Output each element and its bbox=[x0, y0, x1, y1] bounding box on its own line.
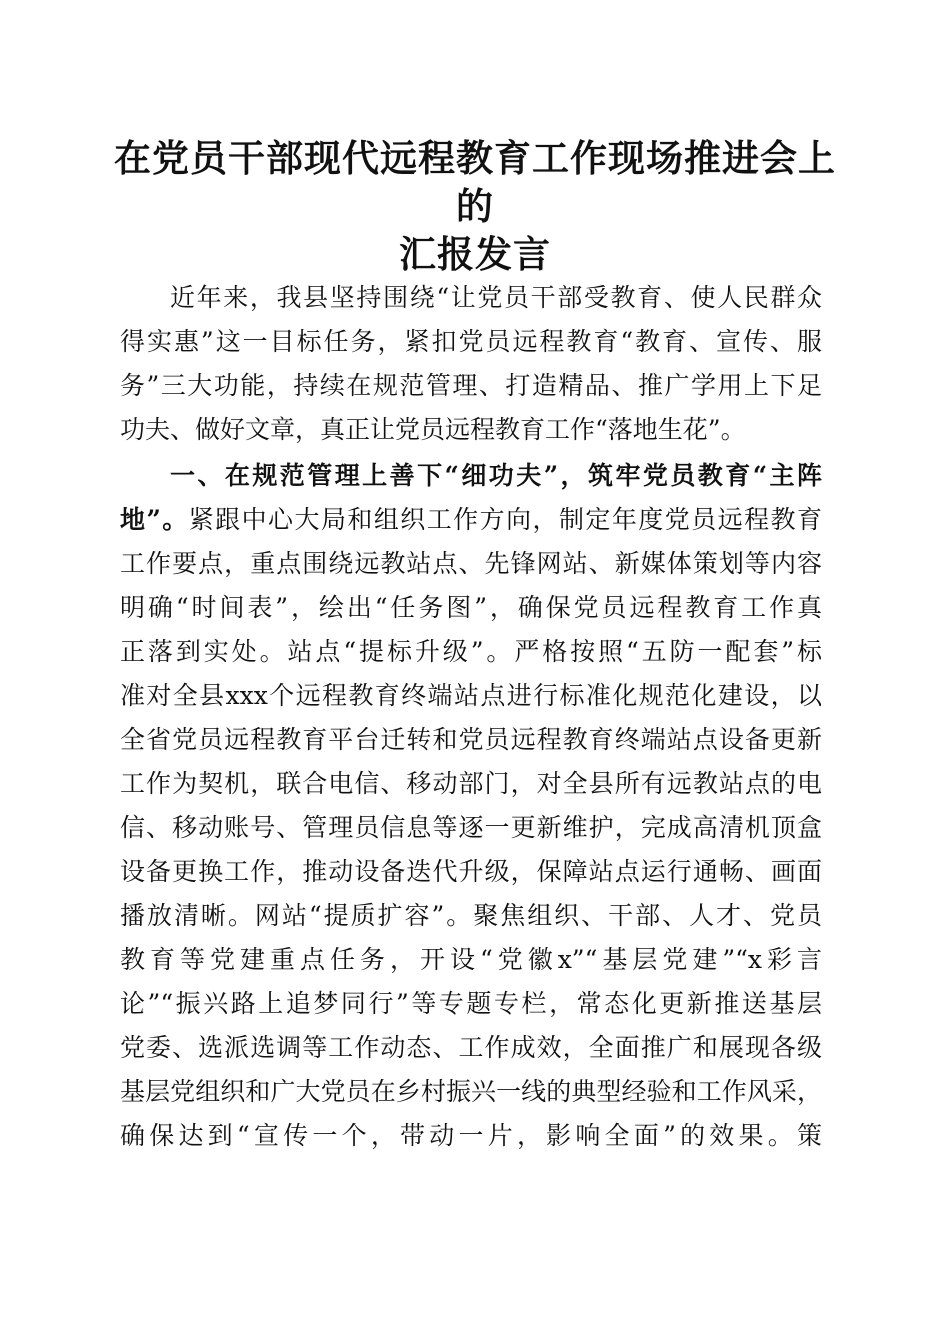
document-title bbox=[110, 134, 840, 278]
text-line: 论”“振兴路上追梦同行”等专题专栏，常态化更新推送基层 bbox=[120, 989, 822, 1018]
text-line: 党委、选派选调等工作动态、工作成效，全面推广和展现各级 bbox=[120, 1033, 822, 1062]
text-line: 设备更换工作，推动设备迭代升级，保障站点运行通畅、画面 bbox=[120, 857, 822, 886]
title-line-1: 在党员干部现代远程教育工作现场推进会上的 bbox=[114, 136, 836, 228]
section-heading-end: 地”。 bbox=[120, 505, 189, 534]
text-line: 基层党组织和广大党员在乡村振兴一线的典型经验和工作风采， bbox=[120, 1077, 822, 1106]
text-line: 近年来，我县坚持围绕“让党员干部受教育、使人民群众 bbox=[170, 283, 822, 312]
text-line: 全省党员远程教育平台迁转和党员远程教育终端站点设备更新 bbox=[120, 725, 822, 754]
text-line: 得实惠”这一目标任务，紧扣党员远程教育“教育、宣传、服 bbox=[120, 327, 822, 356]
text-line: 教育等党建重点任务，开设“党徽x”“基层党建”“x彩言 bbox=[120, 945, 822, 974]
text-line: 工作要点，重点围绕远教站点、先锋网站、新媒体策划等内容 bbox=[120, 549, 822, 578]
section-1-paragraph bbox=[120, 454, 822, 1158]
text-line: 确保达到“宣传一个，带动一片，影响全面”的效果。策 bbox=[120, 1121, 822, 1150]
text-segment: 紧跟中心大局和组织工作方向，制定年度党员远程教育 bbox=[188, 505, 822, 534]
text-line: 功夫、做好文章，真正让党员远程教育工作“落地生花”。 bbox=[120, 415, 746, 444]
text-line: 准对全县xxx个远程教育终端站点进行标准化规范化建设，以 bbox=[120, 681, 822, 710]
section-heading: 一、在规范管理上善下“细功夫”，筑牢党员教育“主阵 bbox=[170, 461, 822, 490]
text-line: 工作为契机，联合电信、移动部门，对全县所有远教站点的电 bbox=[120, 769, 822, 798]
text-line: 正落到实处。站点“提标升级”。严格按照“五防一配套”标 bbox=[120, 637, 822, 666]
title-line-2: 汇报发言 bbox=[399, 232, 551, 276]
intro-paragraph bbox=[120, 276, 822, 452]
text-line: 务”三大功能，持续在规范管理、打造精品、推广学用上下足 bbox=[120, 371, 822, 400]
document-body bbox=[120, 276, 822, 1158]
text-line: 明确“时间表”，绘出“任务图”，确保党员远程教育工作真 bbox=[120, 593, 822, 622]
text-line bbox=[120, 498, 822, 542]
text-line: 播放清晰。网站“提质扩容”。聚焦组织、干部、人才、党员 bbox=[120, 901, 822, 930]
text-line: 信、移动账号、管理员信息等逐一更新维护，完成高清机顶盒 bbox=[120, 813, 822, 842]
